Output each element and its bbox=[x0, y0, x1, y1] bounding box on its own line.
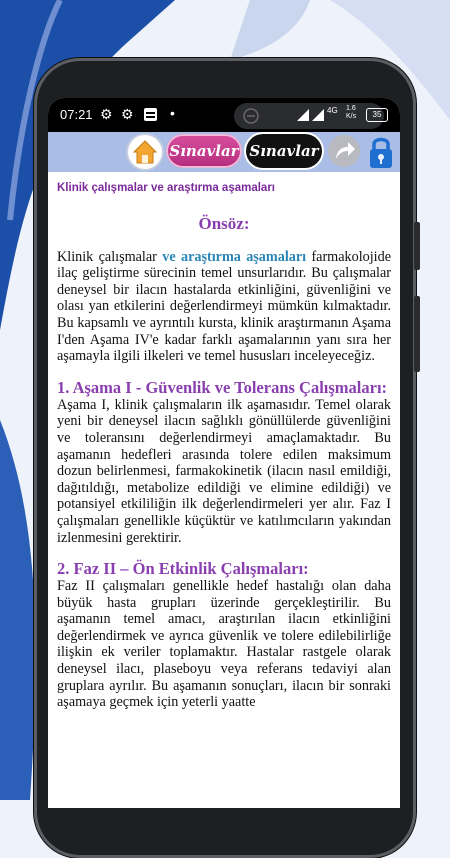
network-label: 4G bbox=[327, 106, 338, 115]
home-icon bbox=[128, 135, 162, 169]
share-arrow-icon bbox=[328, 135, 360, 167]
lock-icon bbox=[366, 134, 396, 170]
section-1-title: 1. Aşama I - Güvenlik ve Tolerans Çalışmaları: bbox=[57, 377, 388, 397]
gear-icon: ⚙ bbox=[121, 106, 134, 122]
intro-lead: Klinik çalışmalar bbox=[57, 248, 157, 265]
section-2-title: 2. Faz II – Ön Etkinlik Çalışmaları: bbox=[57, 559, 309, 579]
lock-button[interactable] bbox=[366, 134, 396, 170]
intro-rest: farmakolojide ilaç geliştirme sürecinin temel unsurlarıdır. Bu çalışmalar deneysel bir ilacın hastalarda etkinliğini, güvenliğini ve olası yan etkilerini değerlendirmeyi mümkün kılmaktadır. Bu kapsamlı ve ayrıntılı kursta, klinik araştırmanın Aşama I'den Aşama IV'e kadar farklı aşamalarının yanı sıra her aşamayla ilgili ilkeleri ve temel hususları inceleyeceğiz. bbox=[57, 248, 392, 365]
intro-highlight: ve araştırma aşamaları bbox=[162, 248, 307, 265]
exams-tab-pink[interactable]: Sınavlar bbox=[166, 134, 242, 168]
phone-screen bbox=[48, 98, 400, 808]
power-button bbox=[414, 296, 420, 372]
status-time: 07:21 bbox=[60, 107, 93, 122]
section-2-text: Faz II çalışmaları genellikle hedef hastalığı olan daha büyük hasta grupları üzerinde gerçekleştirilir. Bu aşamanın temel amacı, araştırılan ilacın etkinliğini değerlendirmek ve ayrıca güvenlik ve tolere edilebilirliğe ilişkin ek veriler toplamaktır. Hastalar rastgele olarak deneysel ilacı, plaseboyu veya referans tedaviyi alan gruplara ayrılır. Bu aşamanın sonuçları, ilacın bir sonraki aşamaya geçmek için yeterli yaatte bbox=[57, 578, 391, 711]
battery-icon: 35 bbox=[366, 108, 388, 122]
article-title: Önsöz: bbox=[198, 214, 250, 233]
exams-tab-black[interactable]: Sınavlar bbox=[246, 134, 322, 168]
wifi-icon bbox=[311, 108, 325, 122]
share-button[interactable] bbox=[328, 135, 360, 167]
minus-circle-icon bbox=[242, 107, 260, 125]
intro-paragraph bbox=[57, 249, 391, 365]
signal-icon bbox=[296, 108, 310, 122]
section-1-text: Aşama I, klinik çalışmaların ilk aşamasıdır. Temel olarak yeni bir deneysel ilacın sağlıklı gönüllülerde güvenliğini ve toleransını değerlendirmeyi amaçlamaktadır. Bu aşamanın hedefleri arasında tolere edilen maksimum dozun belirlenmesi, farmakokinetik (ilacın nasıl emildiği, dağıtıldığı, metabolize edildiği ve elimine edildiği) ve potansiyel etkililiğin ilk değerlendirmeleri yer alır. Faz I çalışmaları genellikle küçüktür ve katılımcıların yakından izlenmesini gerektirir. bbox=[57, 396, 391, 546]
app-toolbar bbox=[48, 132, 400, 172]
article-content bbox=[57, 216, 391, 711]
home-button[interactable] bbox=[128, 135, 162, 169]
status-bar bbox=[48, 98, 400, 132]
breadcrumb[interactable]: Klinik çalışmalar ve araştırma aşamaları bbox=[57, 182, 276, 194]
volume-button bbox=[414, 222, 420, 270]
app-icon bbox=[143, 107, 158, 125]
gear-icon: ⚙ bbox=[100, 106, 113, 122]
speed-label: 1.6 K/s bbox=[346, 105, 357, 120]
dot-icon: • bbox=[170, 105, 175, 121]
